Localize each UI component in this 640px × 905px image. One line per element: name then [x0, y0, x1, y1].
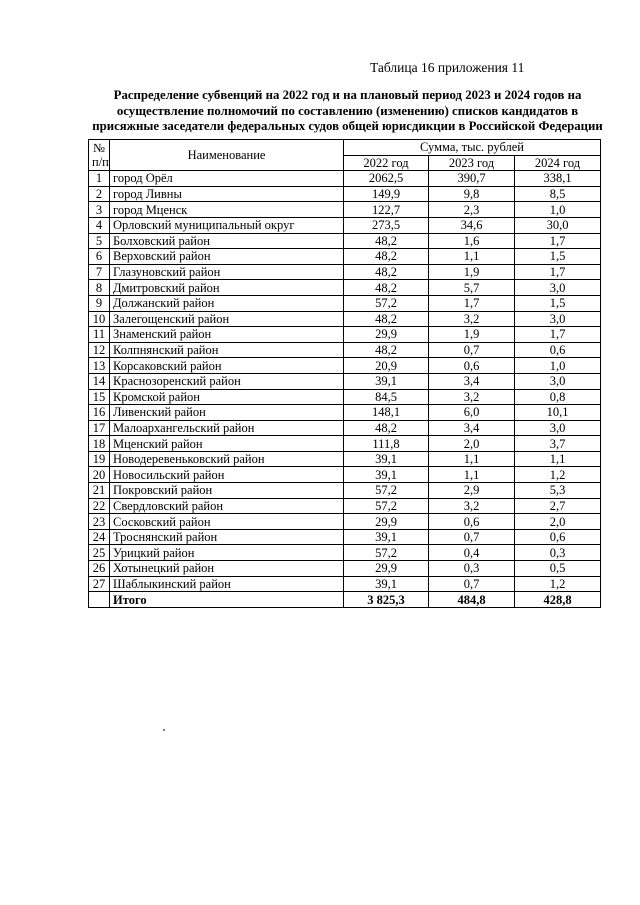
cell-name: Дмитровский район — [110, 280, 344, 296]
cell-name: Свердловский район — [110, 498, 344, 514]
cell-2022: 39,1 — [344, 373, 429, 389]
cell-2022: 3 825,3 — [344, 592, 429, 608]
cell-2023: 0,6 — [429, 514, 515, 530]
table-row — [89, 389, 601, 405]
table-row — [89, 295, 601, 311]
cell-2023: 1,1 — [429, 467, 515, 483]
cell-2023: 3,2 — [429, 389, 515, 405]
cell-number: 27 — [89, 576, 110, 592]
cell-name: Колпнянский район — [110, 342, 344, 358]
cell-name: Краснозоренский район — [110, 373, 344, 389]
cell-2022: 29,9 — [344, 327, 429, 343]
document-title: Распределение субвенций на 2022 год и на плановый период 2023 и 2024 годов на осуществление полномочий по составлению (изменению) списков кандидатов в присяжные заседатели федеральных судов общей юрисдикции в Российской Федерации — [92, 88, 603, 133]
cell-2022: 48,2 — [344, 280, 429, 296]
cell-number: 9 — [89, 295, 110, 311]
scan-speck — [163, 729, 165, 731]
table-row — [89, 561, 601, 577]
table-row — [89, 311, 601, 327]
cell-number: 16 — [89, 405, 110, 421]
cell-2023: 390,7 — [429, 171, 515, 187]
cell-2024: 0,6 — [515, 342, 601, 358]
table-row — [89, 327, 601, 343]
table-row — [89, 514, 601, 530]
cell-name: Глазуновский район — [110, 264, 344, 280]
cell-2024: 428,8 — [515, 592, 601, 608]
cell-number: 17 — [89, 420, 110, 436]
cell-name: Верховский район — [110, 249, 344, 265]
cell-2023: 0,4 — [429, 545, 515, 561]
cell-2024: 1,7 — [515, 233, 601, 249]
table-row — [89, 358, 601, 374]
cell-2023: 2,3 — [429, 202, 515, 218]
cell-number: 23 — [89, 514, 110, 530]
cell-number: 3 — [89, 202, 110, 218]
table-row — [89, 186, 601, 202]
cell-name: город Орёл — [110, 171, 344, 187]
cell-2023: 0,7 — [429, 342, 515, 358]
cell-2023: 3,2 — [429, 311, 515, 327]
cell-2022: 20,9 — [344, 358, 429, 374]
cell-number: 7 — [89, 264, 110, 280]
cell-number: 18 — [89, 436, 110, 452]
cell-2022: 48,2 — [344, 233, 429, 249]
table-row — [89, 373, 601, 389]
cell-2023: 3,4 — [429, 373, 515, 389]
header-year-2022: 2022 год — [344, 155, 429, 171]
cell-2023: 0,6 — [429, 358, 515, 374]
cell-2023: 34,6 — [429, 217, 515, 233]
cell-2024: 8,5 — [515, 186, 601, 202]
cell-name: Троснянский район — [110, 529, 344, 545]
cell-name: Орловский муниципальный округ — [110, 217, 344, 233]
cell-2022: 39,1 — [344, 467, 429, 483]
cell-2023: 1,1 — [429, 451, 515, 467]
cell-2023: 6,0 — [429, 405, 515, 421]
cell-2022: 273,5 — [344, 217, 429, 233]
cell-2022: 39,1 — [344, 529, 429, 545]
cell-2022: 29,9 — [344, 561, 429, 577]
cell-2022: 48,2 — [344, 264, 429, 280]
cell-number — [89, 592, 110, 608]
table-row — [89, 420, 601, 436]
cell-number: 26 — [89, 561, 110, 577]
cell-name: Хотынецкий район — [110, 561, 344, 577]
header-num — [89, 140, 110, 171]
table-row — [89, 576, 601, 592]
cell-2024: 0,8 — [515, 389, 601, 405]
cell-2023: 484,8 — [429, 592, 515, 608]
cell-number: 10 — [89, 311, 110, 327]
header-num-top: № — [93, 141, 105, 156]
cell-name: Кромской район — [110, 389, 344, 405]
cell-2023: 1,9 — [429, 264, 515, 280]
cell-number: 11 — [89, 327, 110, 343]
cell-2022: 2062,5 — [344, 171, 429, 187]
cell-2024: 338,1 — [515, 171, 601, 187]
table-row — [89, 467, 601, 483]
cell-name: Сосковский район — [110, 514, 344, 530]
subsidy-table — [88, 139, 601, 608]
cell-name: Новосильский район — [110, 467, 344, 483]
cell-2024: 3,0 — [515, 280, 601, 296]
cell-2024: 10,1 — [515, 405, 601, 421]
cell-number: 22 — [89, 498, 110, 514]
cell-number: 2 — [89, 186, 110, 202]
cell-number: 5 — [89, 233, 110, 249]
table-row — [89, 217, 601, 233]
header-name: Наименование — [110, 140, 344, 171]
table-row — [89, 436, 601, 452]
cell-number: 21 — [89, 483, 110, 499]
cell-2024: 1,7 — [515, 327, 601, 343]
total-row — [89, 592, 601, 608]
header-year-2023: 2023 год — [429, 155, 515, 171]
cell-2023: 9,8 — [429, 186, 515, 202]
cell-2024: 3,0 — [515, 311, 601, 327]
cell-2022: 57,2 — [344, 483, 429, 499]
cell-2023: 3,4 — [429, 420, 515, 436]
cell-2024: 2,0 — [515, 514, 601, 530]
cell-2023: 1,9 — [429, 327, 515, 343]
cell-name: город Мценск — [110, 202, 344, 218]
table-row — [89, 264, 601, 280]
cell-number: 20 — [89, 467, 110, 483]
cell-2024: 5,3 — [515, 483, 601, 499]
appendix-label: Таблица 16 приложения 11 — [370, 60, 525, 75]
cell-number: 19 — [89, 451, 110, 467]
cell-2022: 48,2 — [344, 420, 429, 436]
cell-2024: 1,7 — [515, 264, 601, 280]
cell-number: 4 — [89, 217, 110, 233]
table-row — [89, 451, 601, 467]
cell-2023: 0,7 — [429, 576, 515, 592]
cell-2024: 2,7 — [515, 498, 601, 514]
table-row — [89, 483, 601, 499]
cell-2022: 57,2 — [344, 545, 429, 561]
table-row — [89, 545, 601, 561]
cell-name: Должанский район — [110, 295, 344, 311]
cell-name: Шаблыкинский район — [110, 576, 344, 592]
cell-2024: 0,5 — [515, 561, 601, 577]
cell-2023: 5,7 — [429, 280, 515, 296]
cell-name: Болховский район — [110, 233, 344, 249]
cell-name: Урицкий район — [110, 545, 344, 561]
cell-2024: 1,1 — [515, 451, 601, 467]
cell-2024: 30,0 — [515, 217, 601, 233]
cell-2024: 0,6 — [515, 529, 601, 545]
cell-2022: 48,2 — [344, 249, 429, 265]
cell-name: Итого — [110, 592, 344, 608]
cell-name: Знаменский район — [110, 327, 344, 343]
cell-name: Залегощенский район — [110, 311, 344, 327]
cell-2023: 1,7 — [429, 295, 515, 311]
table-row — [89, 171, 601, 187]
cell-2023: 1,1 — [429, 249, 515, 265]
cell-2022: 39,1 — [344, 451, 429, 467]
cell-2024: 3,7 — [515, 436, 601, 452]
cell-2024: 1,5 — [515, 249, 601, 265]
cell-2024: 0,3 — [515, 545, 601, 561]
cell-name: Мценский район — [110, 436, 344, 452]
cell-2024: 1,0 — [515, 358, 601, 374]
cell-2022: 111,8 — [344, 436, 429, 452]
cell-2023: 0,7 — [429, 529, 515, 545]
cell-number: 14 — [89, 373, 110, 389]
cell-2022: 48,2 — [344, 342, 429, 358]
cell-number: 25 — [89, 545, 110, 561]
cell-2022: 57,2 — [344, 295, 429, 311]
table-row — [89, 405, 601, 421]
cell-2022: 149,9 — [344, 186, 429, 202]
header-year-2024: 2024 год — [515, 155, 601, 171]
table-row — [89, 280, 601, 296]
cell-name: Ливенский район — [110, 405, 344, 421]
cell-2022: 29,9 — [344, 514, 429, 530]
cell-number: 15 — [89, 389, 110, 405]
cell-2024: 3,0 — [515, 373, 601, 389]
cell-number: 13 — [89, 358, 110, 374]
cell-number: 1 — [89, 171, 110, 187]
cell-2022: 57,2 — [344, 498, 429, 514]
cell-2022: 148,1 — [344, 405, 429, 421]
table-row — [89, 498, 601, 514]
table-row — [89, 202, 601, 218]
cell-name: Корсаковский район — [110, 358, 344, 374]
cell-2023: 2,0 — [429, 436, 515, 452]
cell-2024: 1,2 — [515, 467, 601, 483]
cell-name: Малоархангельский район — [110, 420, 344, 436]
cell-2023: 1,6 — [429, 233, 515, 249]
cell-2022: 84,5 — [344, 389, 429, 405]
table-row — [89, 249, 601, 265]
cell-2024: 1,0 — [515, 202, 601, 218]
header-row-top — [89, 140, 601, 156]
cell-2022: 39,1 — [344, 576, 429, 592]
cell-name: Покровский район — [110, 483, 344, 499]
cell-2022: 48,2 — [344, 311, 429, 327]
cell-2024: 1,2 — [515, 576, 601, 592]
cell-name: город Ливны — [110, 186, 344, 202]
cell-2022: 122,7 — [344, 202, 429, 218]
header-num-bottom: п/п — [92, 155, 109, 170]
cell-2023: 0,3 — [429, 561, 515, 577]
table-row — [89, 342, 601, 358]
cell-number: 24 — [89, 529, 110, 545]
cell-2024: 1,5 — [515, 295, 601, 311]
cell-2023: 2,9 — [429, 483, 515, 499]
header-sum: Сумма, тыс. рублей — [344, 140, 601, 156]
cell-name: Новодеревеньковский район — [110, 451, 344, 467]
table-row — [89, 529, 601, 545]
cell-2023: 3,2 — [429, 498, 515, 514]
cell-number: 6 — [89, 249, 110, 265]
cell-2024: 3,0 — [515, 420, 601, 436]
cell-number: 12 — [89, 342, 110, 358]
cell-number: 8 — [89, 280, 110, 296]
table-row — [89, 233, 601, 249]
